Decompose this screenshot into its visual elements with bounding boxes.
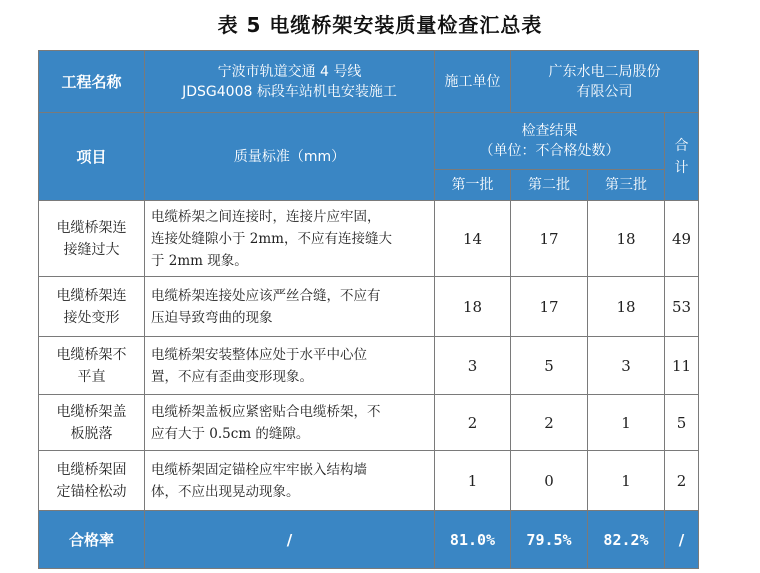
row-total: 2 xyxy=(665,451,699,511)
row-standard xyxy=(145,337,435,395)
row-item-line1: 电缆桥架不 xyxy=(56,346,127,363)
project-name-line2: JDSG4008 标段车站机电安装施工 xyxy=(182,83,397,100)
row-standard-line: 连接处缝隙小于 2mm，不应有连接缝大 xyxy=(151,230,392,247)
row-item xyxy=(39,395,145,451)
row-standard-line: 体，不应出现晃动现象。 xyxy=(151,483,300,500)
column-header-row xyxy=(39,113,699,170)
row-batch2: 5 xyxy=(511,337,588,395)
inspection-summary-table xyxy=(38,50,699,569)
row-batch3: 1 xyxy=(588,451,665,511)
table-title: 表 5 电缆桥架安装质量检查汇总表 xyxy=(217,13,543,37)
row-item-line1: 电缆桥架固 xyxy=(56,461,127,478)
row-item xyxy=(39,451,145,511)
row-item-line1: 电缆桥架连 xyxy=(56,287,127,304)
row-total: 11 xyxy=(665,337,699,395)
row-batch1: 1 xyxy=(435,451,511,511)
project-label: 工程名称 xyxy=(39,51,145,113)
column-standard: 质量标准（mm） xyxy=(145,113,435,201)
row-standard-line: 电缆桥架盖板应紧密贴合电缆桥架，不 xyxy=(151,403,381,420)
row-standard-line: 应有大于 0.5cm 的缝隙。 xyxy=(151,425,310,442)
contractor-label: 施工单位 xyxy=(435,51,511,113)
row-standard-line: 于 2mm 现象。 xyxy=(151,252,248,269)
row-batch2: 17 xyxy=(511,201,588,277)
column-batch2: 第二批 xyxy=(511,170,588,201)
row-item-line1: 电缆桥架盖 xyxy=(56,403,127,420)
row-batch1: 3 xyxy=(435,337,511,395)
row-standard-line: 电缆桥架之间连接时，连接片应牢固， xyxy=(151,208,381,225)
row-total: 53 xyxy=(665,277,699,337)
row-batch3: 1 xyxy=(588,395,665,451)
contractor-name-line1: 广东水电二局股份 xyxy=(548,63,661,80)
row-standard-line: 置，不应有歪曲变形现象。 xyxy=(151,368,313,385)
column-batch3: 第三批 xyxy=(588,170,665,201)
row-batch3: 18 xyxy=(588,201,665,277)
pass-rate-batch1: 81.0% xyxy=(435,511,511,569)
table-row xyxy=(39,451,699,511)
column-total xyxy=(665,113,699,201)
row-standard-line: 电缆桥架固定锚栓应牢牢嵌入结构墙 xyxy=(151,461,367,478)
pass-rate-label: 合格率 xyxy=(39,511,145,569)
row-item xyxy=(39,201,145,277)
row-batch3: 18 xyxy=(588,277,665,337)
row-batch1: 18 xyxy=(435,277,511,337)
contractor-name xyxy=(511,51,699,113)
row-standard-line: 电缆桥架连接处应该严丝合缝，不应有 xyxy=(151,287,381,304)
project-name xyxy=(145,51,435,113)
column-result xyxy=(435,113,665,170)
row-item-line2: 定锚栓松动 xyxy=(56,483,127,500)
row-item xyxy=(39,277,145,337)
column-result-line2: （单位：不合格处数） xyxy=(479,143,620,159)
project-header-row xyxy=(39,51,699,113)
row-standard xyxy=(145,201,435,277)
row-item-line1: 电缆桥架连 xyxy=(56,219,127,236)
row-total: 5 xyxy=(665,395,699,451)
row-item-line2: 板脱落 xyxy=(70,425,113,442)
row-batch1: 2 xyxy=(435,395,511,451)
row-standard xyxy=(145,395,435,451)
pass-rate-row xyxy=(39,511,699,569)
row-batch2: 2 xyxy=(511,395,588,451)
table-row xyxy=(39,337,699,395)
row-batch3: 3 xyxy=(588,337,665,395)
table-row xyxy=(39,277,699,337)
row-standard-line: 电缆桥架安装整体应处于水平中心位 xyxy=(151,346,367,363)
column-batch1: 第一批 xyxy=(435,170,511,201)
row-item-line2: 接缝过大 xyxy=(63,241,120,258)
row-item-line2: 平直 xyxy=(77,368,106,385)
pass-rate-batch3: 82.2% xyxy=(588,511,665,569)
pass-rate-total: / xyxy=(665,511,699,569)
table-row xyxy=(39,395,699,451)
project-name-line1: 宁波市轨道交通 4 号线 xyxy=(217,63,362,80)
table-row xyxy=(39,201,699,277)
row-batch2: 17 xyxy=(511,277,588,337)
row-standard xyxy=(145,451,435,511)
row-batch2: 0 xyxy=(511,451,588,511)
row-batch1: 14 xyxy=(435,201,511,277)
pass-rate-batch2: 79.5% xyxy=(511,511,588,569)
contractor-name-line2: 有限公司 xyxy=(576,83,633,100)
row-item-line2: 接处变形 xyxy=(63,309,120,326)
row-total: 49 xyxy=(665,201,699,277)
row-standard-line: 压迫导致弯曲的现象 xyxy=(151,309,273,326)
row-item xyxy=(39,337,145,395)
pass-rate-standard: / xyxy=(145,511,435,569)
column-result-line1: 检查结果 xyxy=(521,123,578,139)
row-standard xyxy=(145,277,435,337)
column-item: 项目 xyxy=(39,113,145,201)
column-total-label: 合计 xyxy=(674,137,689,176)
